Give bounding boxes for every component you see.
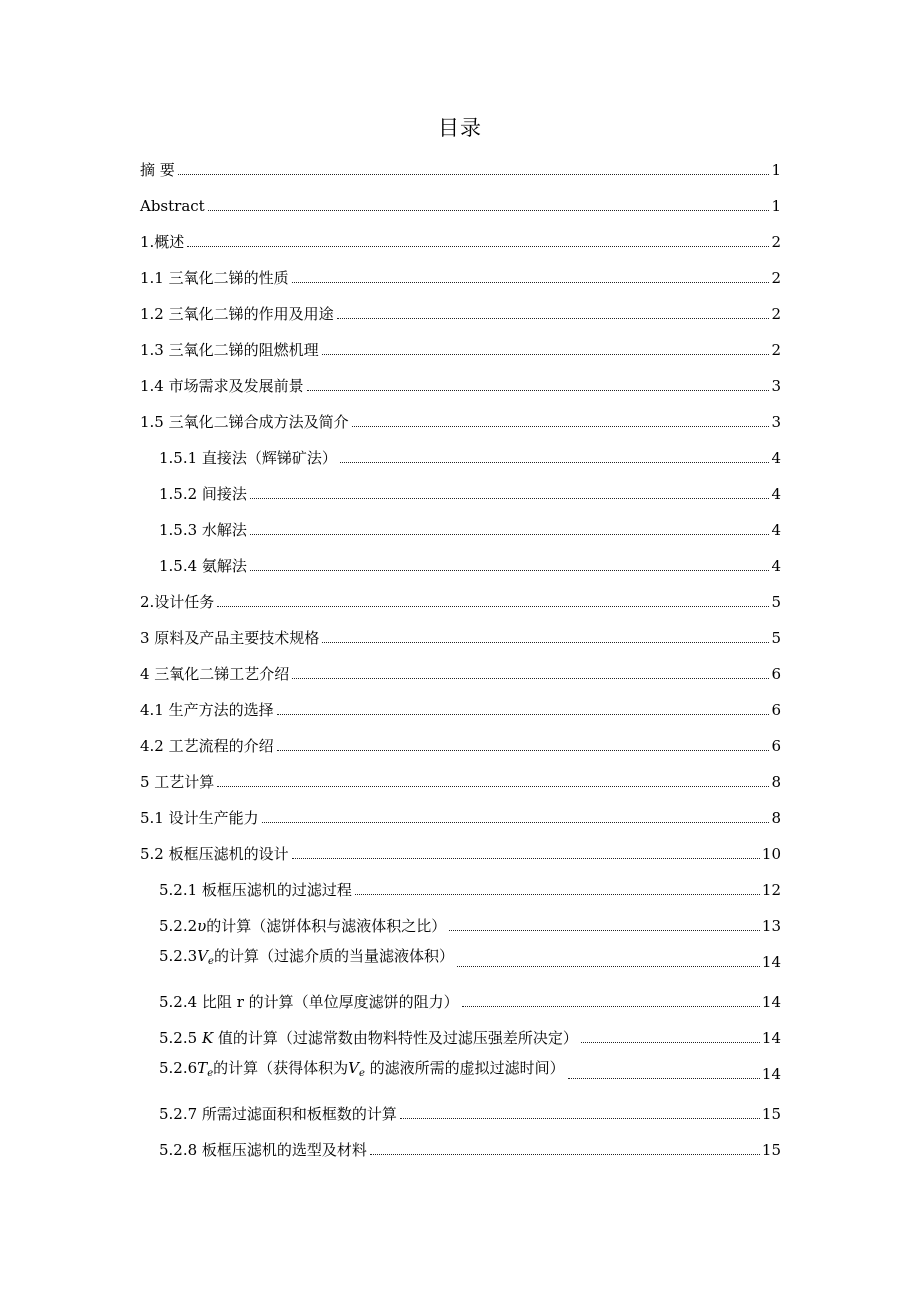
toc-entry-label: Abstract bbox=[140, 197, 205, 215]
toc-entry[interactable] bbox=[140, 335, 781, 359]
math-symbol: V bbox=[348, 1059, 359, 1077]
toc-entry[interactable] bbox=[159, 1099, 781, 1123]
toc-entry[interactable] bbox=[140, 623, 781, 647]
dot-leader bbox=[217, 606, 769, 607]
toc-page-number: 15 bbox=[761, 1141, 781, 1159]
toc-entry[interactable] bbox=[159, 551, 781, 575]
toc-page-number: 10 bbox=[761, 845, 781, 863]
toc-page-number: 5 bbox=[771, 593, 781, 611]
toc-entry-label: 1.2 三氧化二锑的作用及用途 bbox=[140, 305, 334, 323]
dot-leader bbox=[292, 858, 760, 859]
toc-page-number: 3 bbox=[771, 413, 781, 431]
toc-page-number: 2 bbox=[771, 305, 781, 323]
toc-page-number: 2 bbox=[771, 341, 781, 359]
dot-leader bbox=[292, 678, 769, 679]
dot-leader bbox=[250, 498, 770, 499]
toc-entry-label: 1.概述 bbox=[140, 233, 185, 251]
toc-page-number: 3 bbox=[771, 377, 781, 395]
toc-page-number: 8 bbox=[771, 773, 781, 791]
toc-page-number: 4 bbox=[771, 449, 781, 467]
toc-page-number: 8 bbox=[771, 809, 781, 827]
toc-entry[interactable] bbox=[140, 695, 781, 719]
toc-page-number: 13 bbox=[761, 917, 781, 935]
toc-entry[interactable] bbox=[140, 227, 781, 251]
toc-entry[interactable] bbox=[140, 587, 781, 611]
dot-leader bbox=[457, 966, 760, 967]
dot-leader bbox=[581, 1042, 760, 1043]
toc-page-number: 12 bbox=[761, 881, 781, 899]
toc-entry[interactable] bbox=[140, 803, 781, 827]
dot-leader bbox=[250, 570, 770, 571]
math-symbol: K bbox=[201, 1029, 214, 1047]
toc-entry[interactable] bbox=[140, 839, 781, 863]
toc-entry[interactable] bbox=[159, 947, 781, 971]
toc-entry-label: 1.5 三氧化二锑合成方法及简介 bbox=[140, 413, 349, 431]
dot-leader bbox=[355, 894, 760, 895]
toc-page-number: 14 bbox=[761, 993, 781, 1011]
toc-entry[interactable] bbox=[159, 911, 781, 935]
toc-entry[interactable] bbox=[140, 299, 781, 323]
toc-page-number: 4 bbox=[771, 521, 781, 539]
toc-entry[interactable] bbox=[140, 407, 781, 431]
toc-entry-label: 2.设计任务 bbox=[140, 593, 215, 611]
toc-entry-label: $5.2.6T_e$的计算（获得体积为$V_e$ 的滤液所需的虚拟过滤时间） bbox=[159, 1059, 565, 1079]
toc-entry-label: 1.5.4 氨解法 bbox=[159, 557, 247, 575]
toc-page-number: 15 bbox=[761, 1105, 781, 1123]
toc-entry-label: 1.5.2 间接法 bbox=[159, 485, 247, 503]
toc-page-number: 2 bbox=[771, 269, 781, 287]
toc-entry[interactable] bbox=[159, 479, 781, 503]
toc-entry[interactable] bbox=[140, 731, 781, 755]
toc-entry[interactable] bbox=[140, 659, 781, 683]
toc-entry-label: 3 原料及产品主要技术规格 bbox=[140, 629, 320, 647]
toc-entry-label: 5.2.5 K 值的计算（过滤常数由物料特性及过滤压强差所决定） bbox=[159, 1029, 578, 1047]
math-symbol: T bbox=[197, 1059, 208, 1077]
dot-leader bbox=[337, 318, 770, 319]
toc-entry-label: 5.2.8 板框压滤机的选型及材料 bbox=[159, 1141, 367, 1159]
toc-page-number: 14 bbox=[761, 953, 781, 971]
toc-entry-label: 4.2 工艺流程的介绍 bbox=[140, 737, 274, 755]
toc-entry[interactable] bbox=[140, 263, 781, 287]
dot-leader bbox=[277, 714, 770, 715]
toc-entry-label: 摘 要 bbox=[140, 161, 175, 179]
toc-entry[interactable] bbox=[159, 1135, 781, 1159]
dot-leader bbox=[352, 426, 770, 427]
toc-entry-label: 5.2.2υ的计算（滤饼体积与滤液体积之比） bbox=[159, 917, 447, 935]
toc-entry[interactable] bbox=[159, 987, 781, 1011]
toc-page-number: 4 bbox=[771, 485, 781, 503]
dot-leader bbox=[449, 930, 760, 931]
toc-entry-label: 4.1 生产方法的选择 bbox=[140, 701, 274, 719]
dot-leader bbox=[340, 462, 770, 463]
toc-entry[interactable] bbox=[140, 191, 781, 215]
math-symbol: V bbox=[197, 947, 209, 965]
toc-entry[interactable] bbox=[159, 443, 781, 467]
dot-leader bbox=[277, 750, 770, 751]
toc-page-number: 4 bbox=[771, 557, 781, 575]
dot-leader bbox=[462, 1006, 760, 1007]
toc-entry[interactable] bbox=[159, 1059, 781, 1083]
dot-leader bbox=[322, 354, 770, 355]
toc-entry-label: $5.2.3V_e$的计算（过滤介质的当量滤液体积） bbox=[159, 947, 454, 967]
toc-page-number: 6 bbox=[771, 701, 781, 719]
toc-entry-label: 1.5.3 水解法 bbox=[159, 521, 247, 539]
toc-entry-label: 1.4 市场需求及发展前景 bbox=[140, 377, 304, 395]
toc-entry-label: 1.5.1 直接法（辉锑矿法） bbox=[159, 449, 337, 467]
toc-entry-label: 5 工艺计算 bbox=[140, 773, 215, 791]
dot-leader bbox=[217, 786, 769, 787]
toc-page-number: 6 bbox=[771, 665, 781, 683]
dot-leader bbox=[568, 1078, 760, 1079]
toc-page-number: 1 bbox=[771, 161, 781, 179]
toc-page-number: 14 bbox=[761, 1065, 781, 1083]
dot-leader bbox=[187, 246, 769, 247]
toc-page-number: 2 bbox=[771, 233, 781, 251]
toc-page-number: 6 bbox=[771, 737, 781, 755]
toc-page-number: 5 bbox=[771, 629, 781, 647]
dot-leader bbox=[262, 822, 770, 823]
toc-page-number: 1 bbox=[771, 197, 781, 215]
toc-entry[interactable] bbox=[159, 1023, 781, 1047]
dot-leader bbox=[250, 534, 770, 535]
toc-entry[interactable] bbox=[140, 767, 781, 791]
toc-entry-label: 1.1 三氧化二锑的性质 bbox=[140, 269, 289, 287]
dot-leader bbox=[370, 1154, 760, 1155]
dot-leader bbox=[292, 282, 770, 283]
dot-leader bbox=[307, 390, 770, 391]
dot-leader bbox=[322, 642, 769, 643]
dot-leader bbox=[178, 174, 770, 175]
toc-entry-label: 4 三氧化二锑工艺介绍 bbox=[140, 665, 290, 683]
toc-entry-label: 5.2.7 所需过滤面积和板框数的计算 bbox=[159, 1105, 397, 1123]
toc-entry-label: 5.2.4 比阻 r 的计算（单位厚度滤饼的阻力） bbox=[159, 993, 459, 1011]
toc-entry-label: 5.2.1 板框压滤机的过滤过程 bbox=[159, 881, 352, 899]
page-title: 目录 bbox=[438, 116, 482, 140]
toc-entry-label: 5.1 设计生产能力 bbox=[140, 809, 259, 827]
toc-entry-label: 1.3 三氧化二锑的阻燃机理 bbox=[140, 341, 319, 359]
toc-entry[interactable] bbox=[140, 371, 781, 395]
toc-entry[interactable] bbox=[159, 875, 781, 899]
toc-page-number: 14 bbox=[761, 1029, 781, 1047]
math-symbol: υ bbox=[197, 917, 207, 935]
toc-entry[interactable] bbox=[159, 515, 781, 539]
toc-entry[interactable] bbox=[140, 155, 781, 179]
dot-leader bbox=[400, 1118, 760, 1119]
dot-leader bbox=[208, 210, 770, 211]
toc-entry-label: 5.2 板框压滤机的设计 bbox=[140, 845, 289, 863]
